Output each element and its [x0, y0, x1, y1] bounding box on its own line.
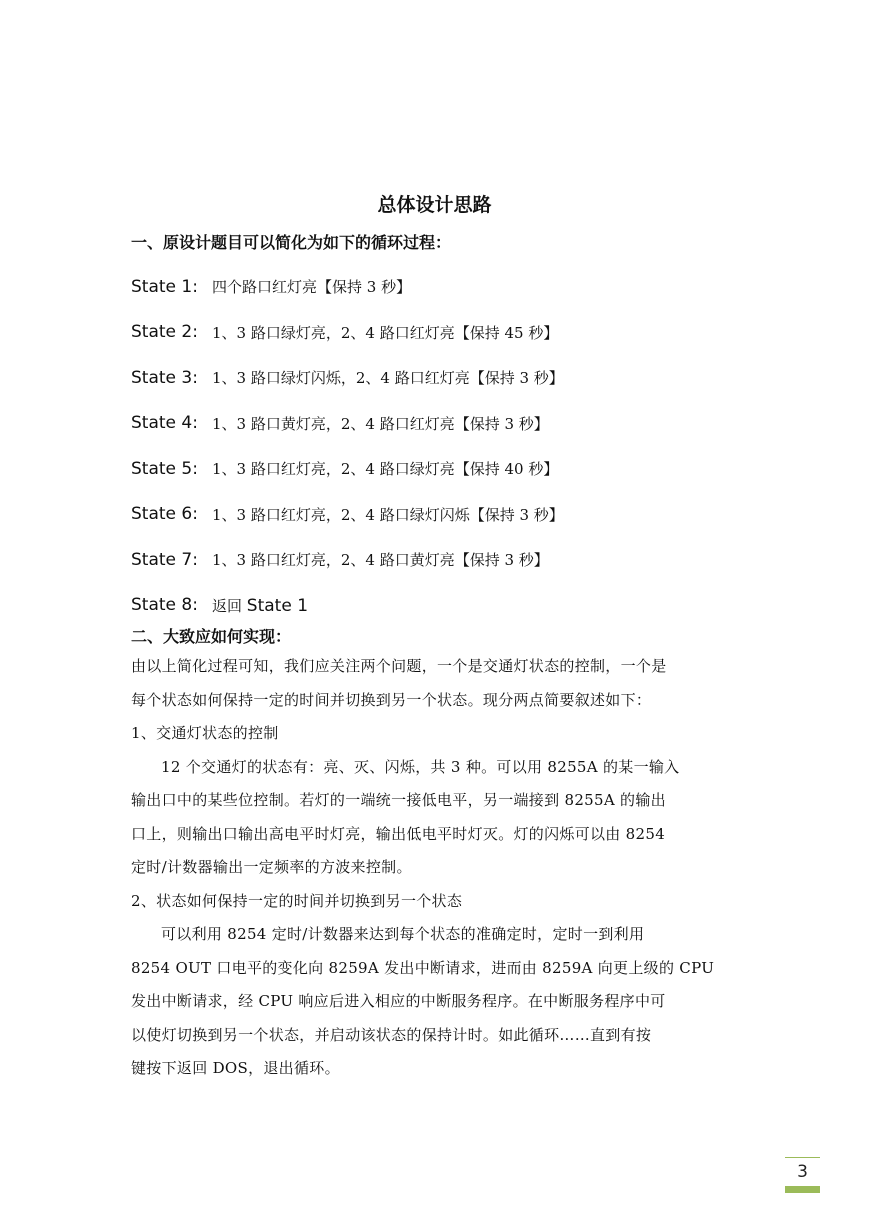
point-2-line: 键按下返回 DOS，退出循环。	[131, 1059, 340, 1077]
point-1-title: 1、交通灯状态的控制	[131, 724, 279, 742]
point-2-line: 发出中断请求，经 CPU 响应后进入相应的中断服务程序。在中断服务程序中可	[131, 992, 666, 1010]
state-label: State 1:	[131, 276, 198, 297]
page-title: 总体设计思路	[377, 194, 492, 216]
state-row	[131, 537, 771, 583]
state-label: State 7:	[131, 549, 198, 570]
state-row	[131, 401, 771, 447]
page-number-box	[785, 1157, 820, 1193]
point-2-line: 8254 OUT 口电平的变化向 8259A 发出中断请求，进而由 8259A 向更上级的 CPU	[131, 958, 715, 977]
state-label: State 2:	[131, 322, 198, 343]
state-label: State 4:	[131, 413, 198, 434]
state-label: State 6:	[131, 504, 198, 525]
state-row	[131, 583, 771, 629]
page-number: 3	[797, 1162, 808, 1182]
state-description: 四个路口红灯亮【保持 3 秒】	[212, 278, 412, 297]
point-2-line: 可以利用 8254 定时/计数器来达到每个状态的准确定时，定时一到利用	[161, 925, 645, 943]
state-label: State 3:	[131, 367, 198, 388]
state-description: 1、3 路口红灯亮，2、4 路口黄灯亮【保持 3 秒】	[212, 551, 549, 570]
state-description: 1、3 路口红灯亮，2、4 路口绿灯闪烁【保持 3 秒】	[212, 505, 564, 524]
state-description: 1、3 路口黄灯亮，2、4 路口红灯亮【保持 3 秒】	[212, 414, 549, 433]
point-1-line: 12 个交通灯的状态有：亮、灭、闪烁，共 3 种。可以用 8255A 的某一输入	[161, 757, 680, 776]
state-row	[131, 310, 771, 356]
state-description: 1、3 路口绿灯亮，2、4 路口红灯亮【保持 45 秒】	[212, 323, 559, 342]
state-label: State 8:	[131, 595, 198, 616]
state-description-text: 返回	[212, 596, 243, 615]
state-row	[131, 355, 771, 401]
state-reference: State 1	[246, 595, 309, 616]
point-1-line: 输出口中的某些位控制。若灯的一端统一接低电平，另一端接到 8255A 的输出	[131, 791, 666, 809]
point-1-line: 口上，则输出口输出高电平时灯亮，输出低电平时灯灭。灯的闪烁可以由 8254	[131, 824, 666, 843]
section-1-heading: 一、原设计题目可以简化为如下的循环过程：	[131, 233, 452, 252]
state-description: 1、3 路口绿灯闪烁，2、4 路口红灯亮【保持 3 秒】	[212, 369, 564, 388]
page-number-divider	[785, 1157, 820, 1158]
state-description: 1、3 路口红灯亮，2、4 路口绿灯亮【保持 40 秒】	[212, 460, 559, 479]
point-2-line: 以使灯切换到另一个状态，并启动该状态的保持计时。如此循环……直到有按	[131, 1025, 652, 1044]
section-2-body	[131, 650, 741, 1086]
state-list	[131, 264, 771, 628]
state-row	[131, 446, 771, 492]
point-1-line: 定时/计数器输出一定频率的方波来控制。	[131, 858, 412, 876]
page-number-accent-bar	[785, 1186, 820, 1193]
state-description	[212, 595, 308, 616]
point-2-title: 2、状态如何保持一定的时间并切换到另一个状态	[131, 891, 463, 910]
state-row	[131, 264, 771, 310]
section-2-heading: 二、大致应如何实现：	[131, 627, 292, 646]
state-label: State 5:	[131, 458, 198, 479]
intro-line: 由以上简化过程可知，我们应关注两个问题，一个是交通灯状态的控制，一个是	[131, 657, 667, 675]
state-row	[131, 492, 771, 538]
intro-line: 每个状态如何保持一定的时间并切换到另一个状态。现分两点简要叙述如下：	[131, 690, 652, 709]
